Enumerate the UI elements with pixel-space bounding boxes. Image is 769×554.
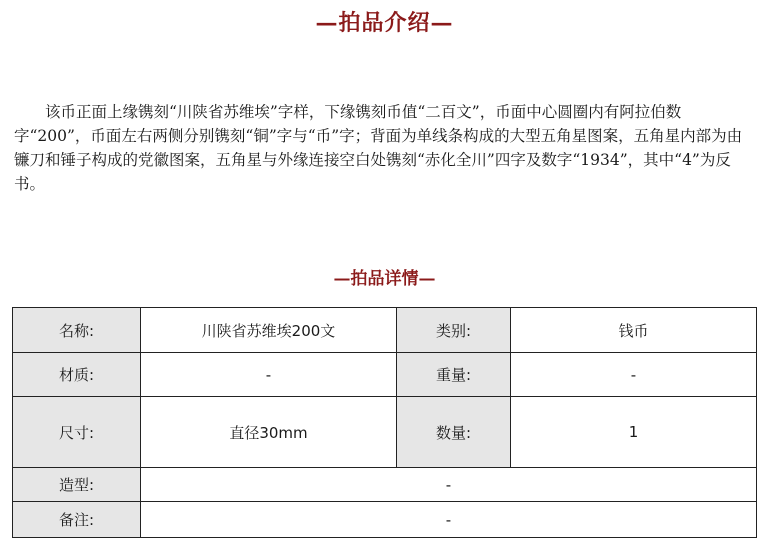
table-row <box>13 502 757 538</box>
material-value: - <box>141 353 397 397</box>
table-row <box>13 468 757 502</box>
details-section-title: —拍品详情— <box>333 269 436 289</box>
shape-label: 造型: <box>13 468 141 502</box>
size-value: 直径30mm <box>141 397 397 468</box>
table-row <box>13 397 757 468</box>
category-value: 钱币 <box>511 308 757 353</box>
details-table <box>12 307 757 538</box>
material-label: 材质: <box>13 353 141 397</box>
remarks-label: 备注: <box>13 502 141 538</box>
remarks-value: - <box>141 502 757 538</box>
name-value: 川陕省苏维埃200文 <box>141 308 397 353</box>
intro-section-title: —拍品介绍— <box>315 10 454 36</box>
weight-label: 重量: <box>397 353 511 397</box>
size-label: 尺寸: <box>13 397 141 468</box>
quantity-label: 数量: <box>397 397 511 468</box>
name-label: 名称: <box>13 308 141 353</box>
weight-value: - <box>511 353 757 397</box>
category-label: 类别: <box>397 308 511 353</box>
table-row <box>13 308 757 353</box>
shape-value: - <box>141 468 757 502</box>
intro-paragraph: 该币正面上缘镌刻“川陕省苏维埃”字样，下缘镌刻币值“二百文”，币面中心圆圈内有阿拉伯数字“200”，币面左右两侧分别镌刻“铜”字与“币”字；背面为单线条构成的大型五角星图案，五角星内部为由镰刀和锤子构成的党徽图案，五角星与外缘连接空白处镌刻“赤化全川”四字及数字“1934”，其中“4”为反书。 <box>14 103 743 193</box>
quantity-value: 1 <box>511 397 757 468</box>
table-row <box>13 353 757 397</box>
